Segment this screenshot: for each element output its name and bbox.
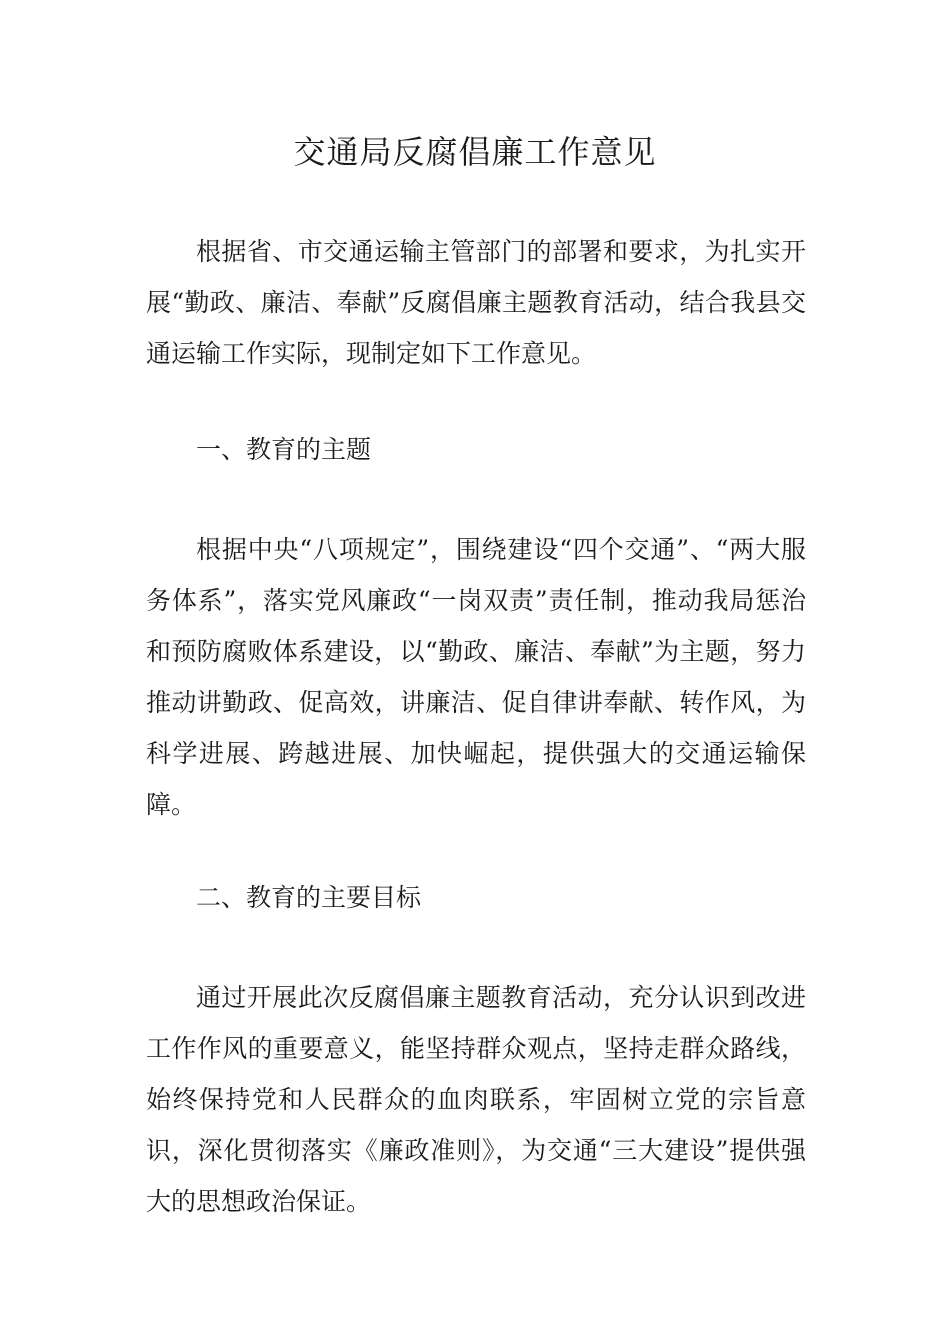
intro-paragraph: 根据省、市交通运输主管部门的部署和要求，为扎实开展“勤政、廉洁、奉献”反腐倡廉主题教育活动，结合我县交通运输工作实际，现制定如下工作意见。 [146,237,806,368]
section-body-theme: 根据中央“八项规定”，围绕建设“四个交通”、“两大服务体系”，落实党风廉政“一岗双责”责任制，推动我局惩治和预防腐败体系建设，以“勤政、廉洁、奉献”为主题，努力推动讲勤政、促高效，讲廉洁、促自律讲奉献、转作风，为科学进展、跨越进展、加快崛起，提供强大的交通运输保障。 [146,535,806,819]
section-heading-theme: 一、教育的主题 [196,435,372,464]
document-title: 交通局反腐倡廉工作意见 [293,133,657,171]
section-body-goals: 通过开展此次反腐倡廉主题教育活动，充分认识到改进工作作风的重要意义，能坚持群众观点，坚持走群众路线，始终保持党和人民群众的血肉联系，牢固树立党的宗旨意识，深化贯彻落实《廉政准则》，为交通“三大建设”提供强大的思想政治保证。 [146,983,806,1216]
section-heading-goals: 二、教育的主要目标 [196,883,422,912]
